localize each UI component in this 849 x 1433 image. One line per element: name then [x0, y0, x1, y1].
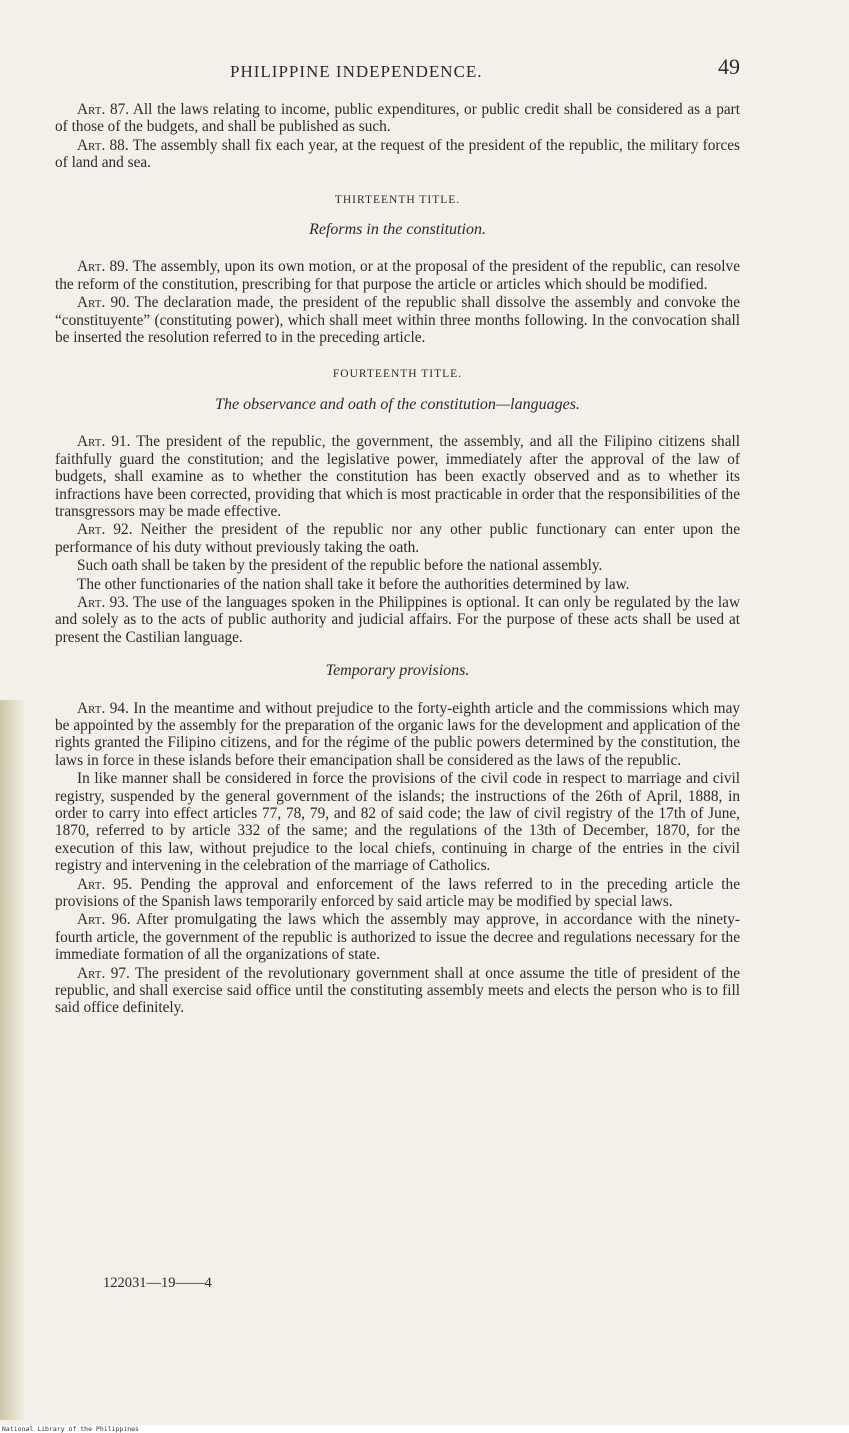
article-label: Art. — [77, 136, 106, 154]
article-number: 89. — [109, 258, 129, 276]
article-text: Neither the president of the republic nor any other public functionary can enter upon the performance of his duty without previously taking the oath. — [55, 521, 740, 556]
article-text: The president of the revolutionary government shall at once assume the title of president of the republic, and shall exercise said office until the constituting assembly meets and elects the person who is to fill said office definitely. — [55, 964, 740, 1017]
section-heading-observance: The observance and oath of the constitution—languages. — [215, 395, 580, 413]
article-label: Art. — [77, 875, 106, 893]
article-label: Art. — [77, 964, 106, 982]
article-number: 93. — [109, 593, 129, 611]
article-text: The assembly, upon its own motion, or at the proposal of the president of the republic, can resolve the reform of the constitution, prescribing for that purpose the article or articles which should be modified. — [55, 258, 740, 293]
article-text: The assembly shall fix each year, at the request of the president of the republic, the military forces of land and sea. — [55, 136, 740, 172]
section-heading-temporary: Temporary provisions. — [325, 662, 470, 680]
article-text: The president of the republic, the government, the assembly, and all the Filipino citizens shall faithfully guard the constitution; and the legislative power, immediately after the approval of the law of budgets, shall examine as to whether the constitution has been exactly observed and as to whether its infractions have been corrected, providing that which is most practicable in order that the responsibilities of the transgressors may be made effective. — [55, 433, 740, 520]
section-heading-reforms: Reforms in the constitution. — [309, 221, 486, 239]
article-number: 87. — [109, 101, 130, 118]
printer-signature: 122031—19——4 — [103, 1275, 212, 1291]
article-label: Art. — [77, 593, 106, 611]
article-text: The use of the languages spoken in the Philippines is optional. It can only be regulated by the law and solely as to the acts of public authority and judicial affairs. For the purpose of these acts shall be used at present the Castilian language. — [55, 593, 740, 646]
article-text: After promulgating the laws which the assembly may approve, in accordance with the ninety-fourth article, the government of the republic is authorized to issue the decree and regulations necessary for the immediate formation of all the organizations of state. — [55, 911, 740, 964]
article-label: Art. — [77, 699, 106, 717]
article-number: 96. — [111, 911, 131, 929]
article-label: Art. — [77, 294, 106, 312]
page-number: 49 — [718, 54, 740, 79]
article-label: Art. — [77, 911, 106, 929]
body-text — [55, 101, 740, 1017]
article-number: 94. — [109, 699, 129, 717]
article-label: Art. — [77, 433, 106, 451]
article-93 — [55, 594, 740, 646]
title-label-thirteenth: THIRTEENTH TITLE. — [334, 193, 461, 206]
article-text: The declaration made, the president of the republic shall dissolve the assembly and convoke the “constituyente” (constituting power), which shall meet within three months following. In the convocation shall be inserted the resolution referred to in the preceding article. — [55, 294, 740, 347]
article-number: 88. — [109, 136, 129, 154]
article-92-paragraph-2: Such oath shall be taken by the president of the republic before the national assembly. — [77, 557, 603, 575]
article-94 — [55, 700, 740, 770]
article-96 — [55, 911, 740, 963]
article-92 — [55, 521, 740, 556]
article-92-paragraph-3: The other functionaries of the nation shall take it before the authorities determined by law. — [77, 575, 630, 593]
article-90 — [55, 294, 740, 346]
article-94-paragraph-2: In like manner shall be considered in force the provisions of the civil code in respect to marriage and civil registry, suspended by the general government of the islands; the instructions of the 26th of April, 1888, in order to carry into effect articles 77, 78, 79, and 82 of said code; the law of civil registry of the 17th of June, 1870, referred to by article 332 of the same; and the regulations of the 13th of December, 1870, for the execution of this law, without prejudice to the local chiefs, continuing in charge of the entries in the civil registry and intervening in the celebration of the marriage of Catholics. — [55, 770, 740, 875]
article-89 — [55, 258, 740, 293]
title-label-fourteenth: FOURTEENTH TITLE. — [332, 368, 463, 381]
page-header — [230, 54, 740, 86]
article-87 — [55, 101, 740, 136]
article-text: Pending the approval and enforcement of the laws referred to in the preceding article the provisions of the Spanish laws temporarily enforced by said article may be modified by special laws. — [55, 875, 740, 911]
article-label: Art. — [77, 521, 106, 539]
article-number: 92. — [113, 521, 133, 539]
article-text: In the meantime and without prejudice to the forty-eighth article and the commissions which may be appointed by the assembly for the preparation of the organic laws for the development and application of the rights granted the Filipino citizens, and for the régime of the public powers determined by the constitution, the laws in force in these islands before their emancipation shall be considered as the laws of the republic. — [55, 699, 741, 769]
article-88 — [55, 137, 740, 172]
running-title: PHILIPPINE INDEPENDENCE. — [230, 62, 483, 81]
page-edge-shadow — [0, 700, 26, 1420]
article-text: All the laws relating to income, public expenditures, or public credit shall be considered as a part of those of the budgets, and shall be published as such. — [55, 101, 740, 136]
article-number: 97. — [110, 964, 130, 982]
article-number: 95. — [113, 875, 133, 893]
article-label: Art. — [77, 101, 106, 118]
article-number: 90. — [110, 294, 130, 312]
article-91 — [55, 433, 740, 520]
article-97 — [55, 965, 740, 1017]
article-95 — [55, 876, 740, 911]
library-credit: National Library of the Philippines — [2, 1425, 139, 1433]
article-number: 91. — [111, 433, 131, 451]
article-label: Art. — [77, 258, 106, 276]
